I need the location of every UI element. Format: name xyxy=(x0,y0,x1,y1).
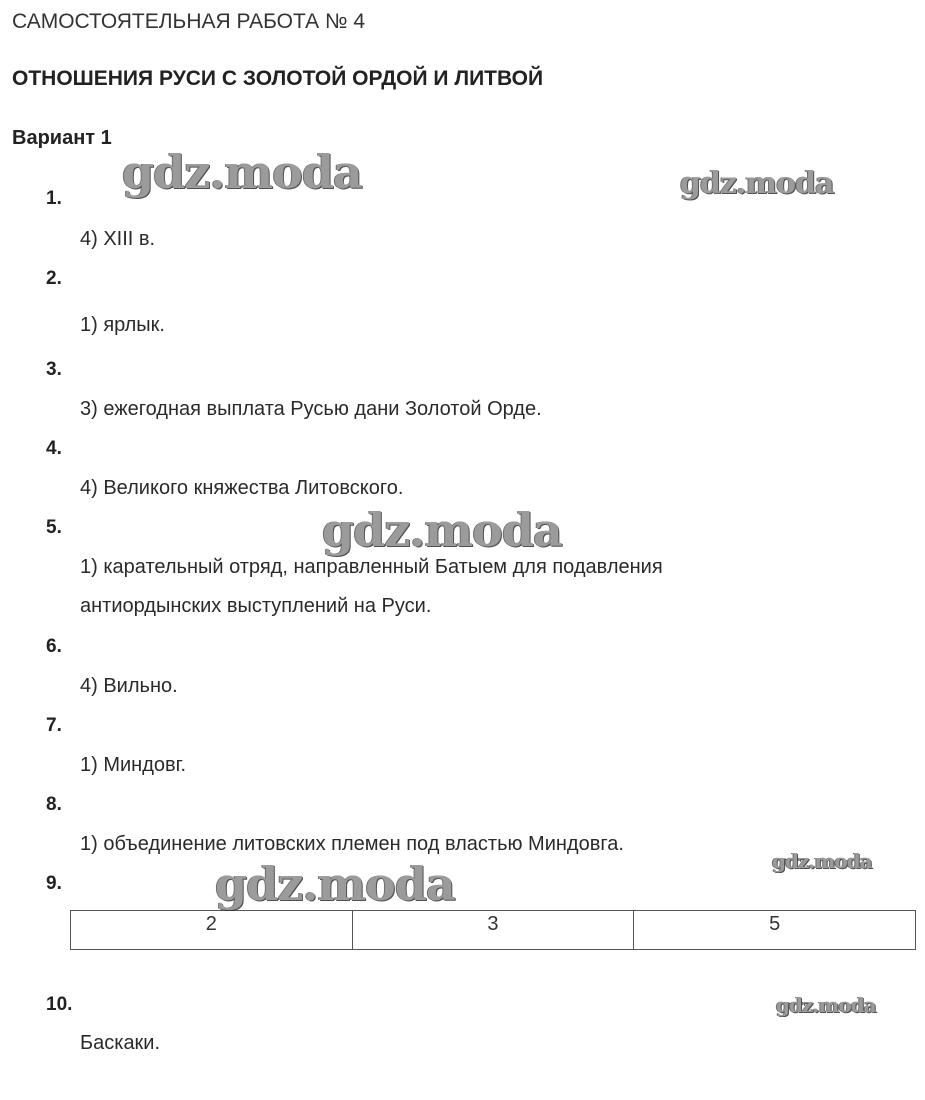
answer-text: 1) объединение литовских племен под властью Миндовга. xyxy=(80,833,624,855)
answer-text: 3) ежегодная выплата Русью дани Золотой Орде. xyxy=(80,398,542,420)
variant-label: Вариант 1 xyxy=(12,127,112,149)
watermark: gdz.moda xyxy=(772,849,872,873)
question-number: 6. xyxy=(46,636,62,657)
answer-text: 4) XIII в. xyxy=(80,228,156,250)
watermark: gdz.moda xyxy=(776,993,876,1017)
answer-text: 1) Миндовг. xyxy=(80,754,187,776)
answer-text: 4) Вильно. xyxy=(80,675,178,697)
question-number: 10. xyxy=(46,994,73,1015)
question-number: 3. xyxy=(46,359,62,380)
table-cell: 5 xyxy=(634,911,916,950)
answer-text: 1) карательный отряд, направленный Батыем для подавления антиордынских выступлений на Руси. xyxy=(80,556,663,617)
question-number: 1. xyxy=(46,188,62,209)
table-cell: 3 xyxy=(352,911,634,950)
answer-text: 1) ярлык. xyxy=(80,314,165,336)
answer-text: 4) Великого княжества Литовского. xyxy=(80,477,404,499)
watermark: gdz.moda xyxy=(122,145,362,199)
answer-table xyxy=(70,910,916,950)
work-title: САМОСТОЯТЕЛЬНАЯ РАБОТА № 4 xyxy=(12,10,366,33)
table-cell: 2 xyxy=(71,911,353,950)
watermark: gdz.moda xyxy=(322,503,562,557)
watermark: gdz.moda xyxy=(680,166,834,201)
watermark: gdz.moda xyxy=(215,857,455,911)
question-number: 7. xyxy=(46,715,62,736)
topic-title: ОТНОШЕНИЯ РУСИ С ЗОЛОТОЙ ОРДОЙ И ЛИТВОЙ xyxy=(12,67,544,90)
question-number: 4. xyxy=(46,438,62,459)
question-number: 8. xyxy=(46,794,62,815)
table-row xyxy=(71,911,916,950)
question-number: 2. xyxy=(46,268,62,289)
question-number: 9. xyxy=(46,873,62,894)
question-number: 5. xyxy=(46,517,62,538)
answer-text: Баскаки. xyxy=(80,1032,161,1054)
